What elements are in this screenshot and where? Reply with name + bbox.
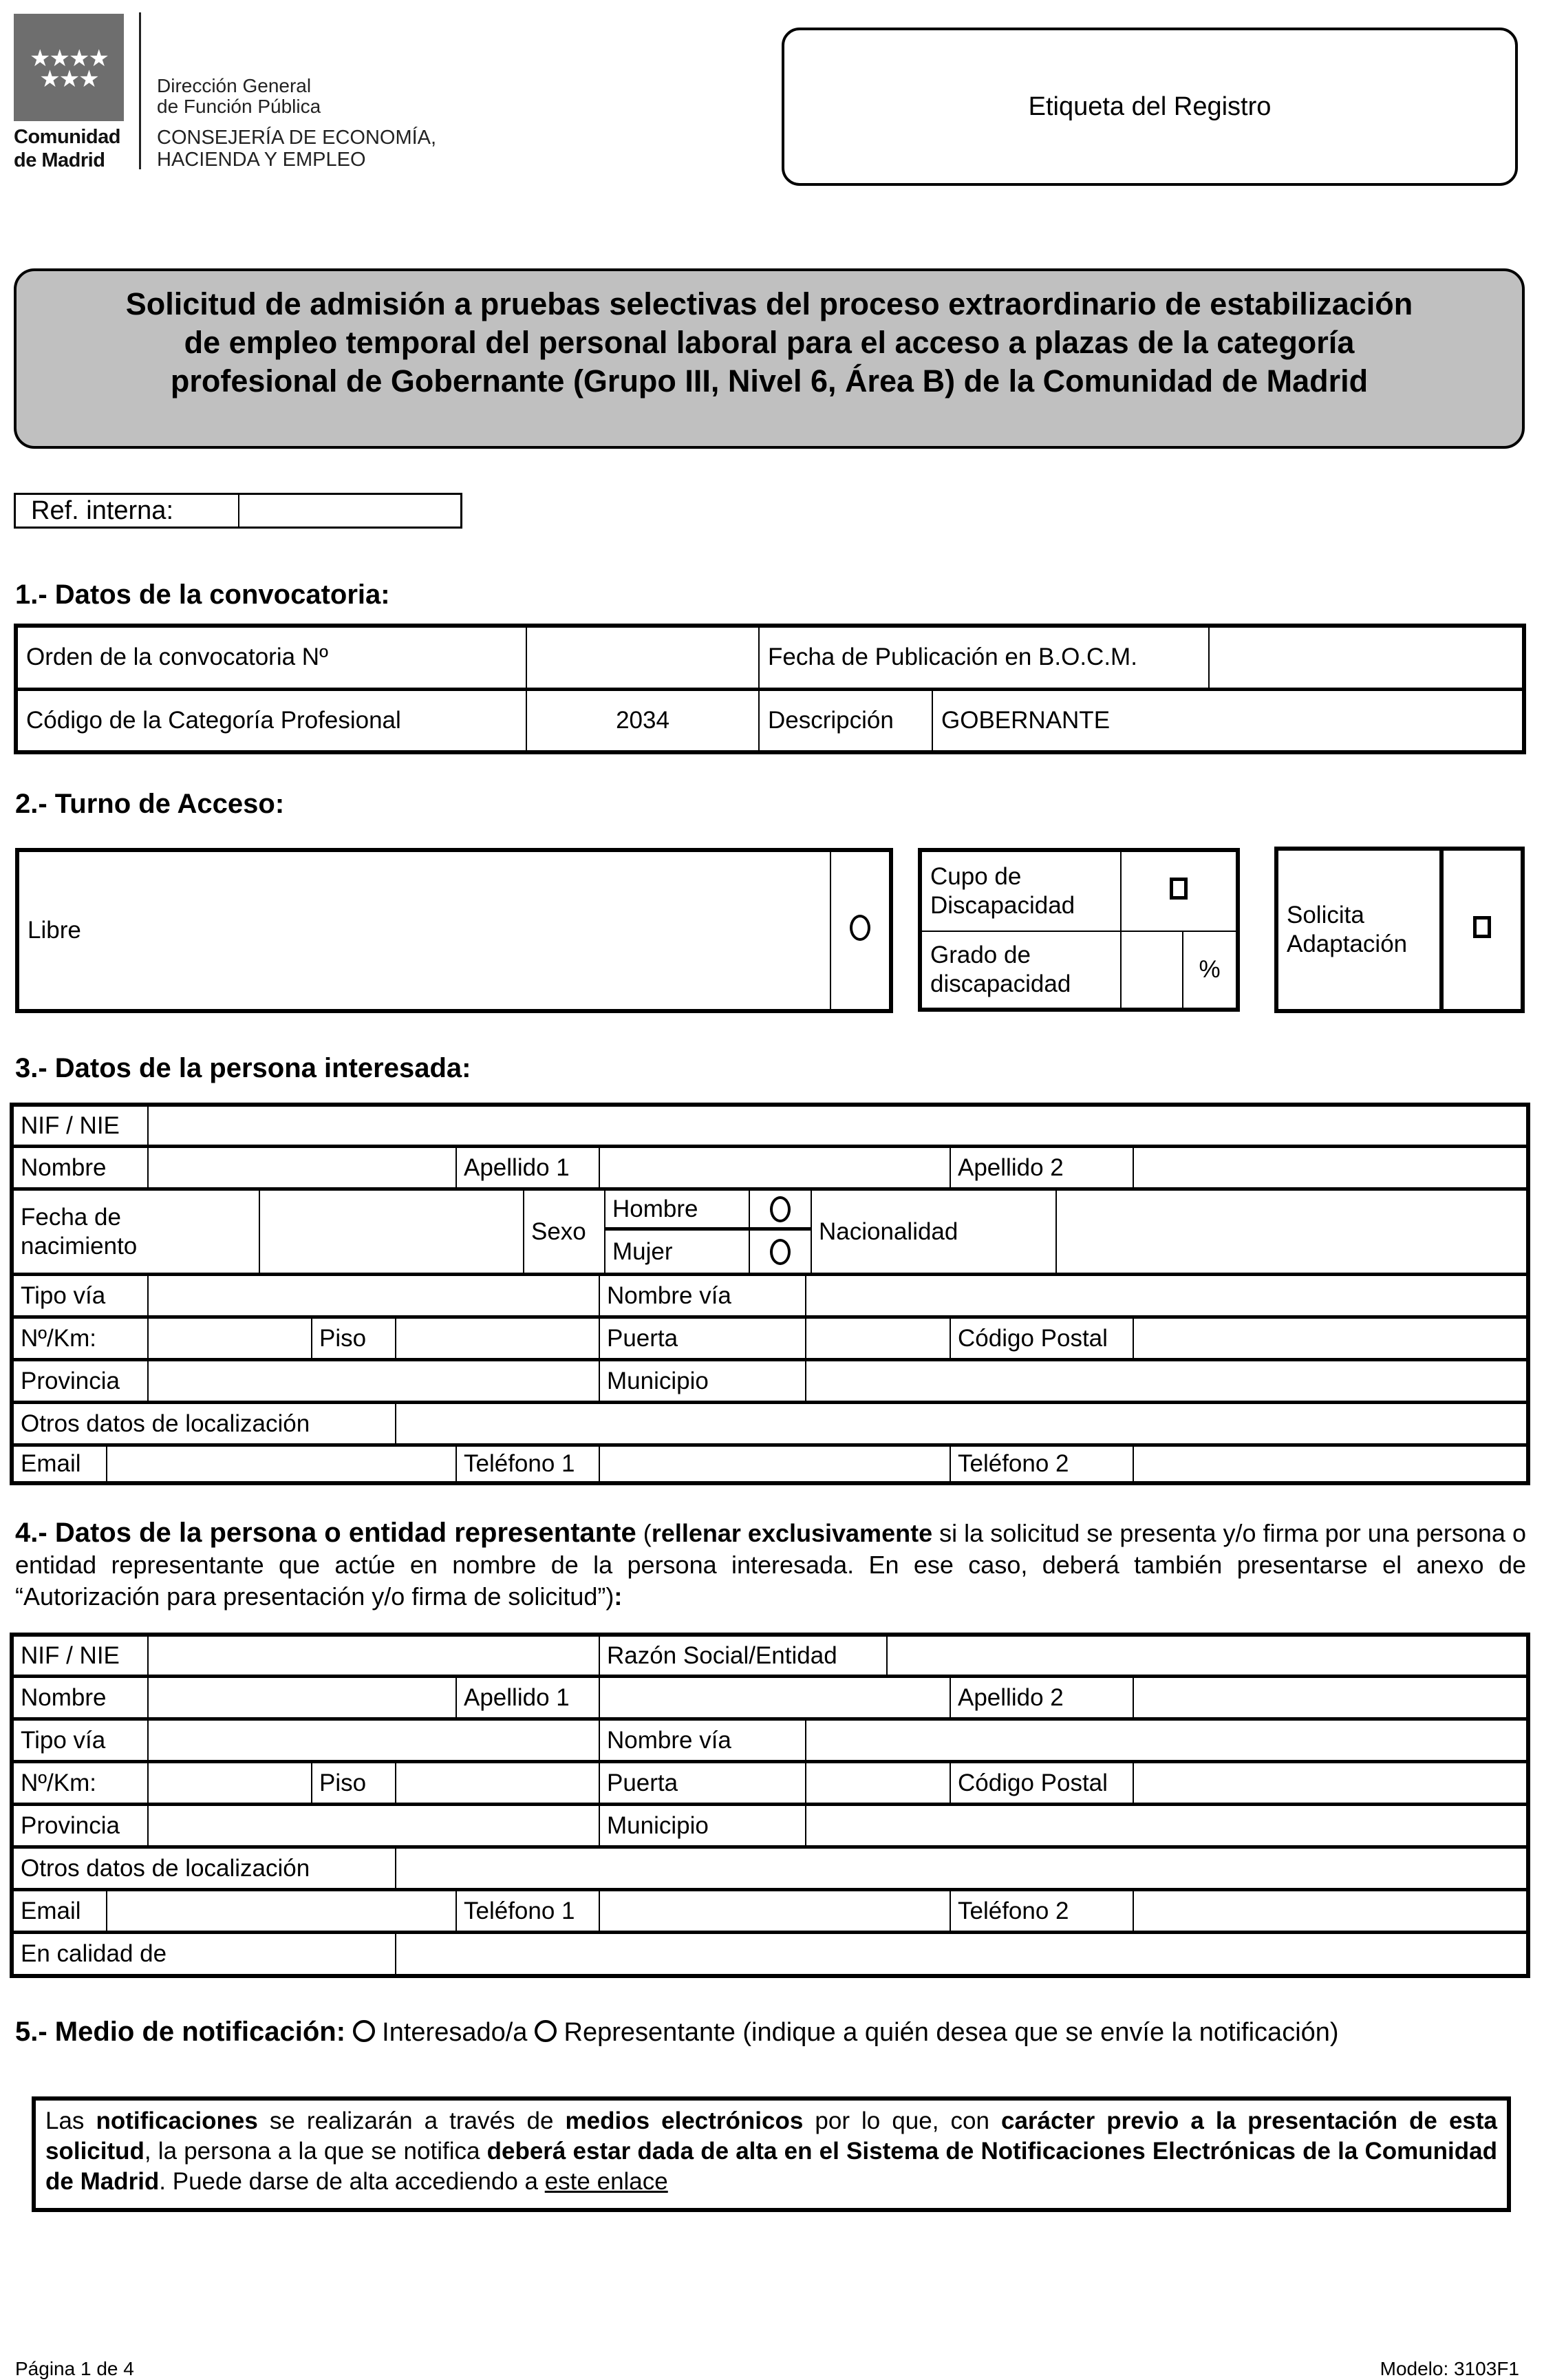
interesada-table xyxy=(10,1103,1530,1485)
provincia-field[interactable] xyxy=(147,1361,599,1401)
nombre-label: Nombre xyxy=(21,1154,107,1181)
razon-social-label: Razón Social/Entidad xyxy=(599,1637,886,1675)
registro-label-box xyxy=(782,28,1518,186)
rep-tel1-label: Teléfono 1 xyxy=(455,1891,599,1931)
section4-heading: 4.- Datos de la persona o entidad representante (rellenar exclusivamente si la solicitud se presenta y/o firma por una persona o entidad representante que actúe en nombre de la persona interesada. En ese caso, deberá también presentarse el anexo de “Autorización para presentación y/o firma de solicitud”): xyxy=(15,1518,1527,1611)
codigo-label: Código de la Categoría Profesional xyxy=(16,689,526,752)
rep-provincia-label: Provincia xyxy=(21,1811,120,1839)
cp-label: Código Postal xyxy=(950,1319,1133,1358)
section5 xyxy=(15,2017,1339,2048)
hombre-label: Hombre xyxy=(604,1191,749,1231)
rep-nombre-label: Nombre xyxy=(21,1683,107,1711)
tipo-via-label: Tipo vía xyxy=(21,1282,106,1309)
representante-table xyxy=(10,1633,1530,1978)
municipio-field[interactable] xyxy=(805,1361,1526,1401)
alta-link[interactable]: este enlace xyxy=(544,2168,668,2195)
apellido1-field[interactable] xyxy=(599,1148,950,1187)
fecha-field[interactable] xyxy=(259,1191,523,1273)
section5-note: (indique a quién desea que se envíe la notificación) xyxy=(742,2018,1339,2047)
rep-tipo-via-label: Tipo vía xyxy=(21,1726,106,1754)
nombre-via-field[interactable] xyxy=(805,1276,1526,1315)
rep-apellido1-label: Apellido 1 xyxy=(455,1678,599,1717)
rep-piso-label: Piso xyxy=(311,1763,395,1803)
orden-field[interactable] xyxy=(526,626,759,689)
rep-municipio-field[interactable] xyxy=(805,1806,1526,1845)
radio-icon xyxy=(770,1196,791,1222)
nif-field[interactable] xyxy=(147,1107,1526,1145)
ref-interna-field[interactable] xyxy=(239,495,460,527)
fecha-label: Fecha de nacimiento xyxy=(21,1203,138,1260)
nacionalidad-field[interactable] xyxy=(1055,1191,1526,1273)
rep-cp-label: Código Postal xyxy=(950,1763,1133,1803)
descripcion-label: Descripción xyxy=(759,689,932,752)
representante-radio-option[interactable]: Representante xyxy=(535,2018,736,2047)
rep-nif-label: NIF / NIE xyxy=(21,1641,120,1669)
row-nombre xyxy=(14,1678,1526,1721)
adaptacion-checkbox[interactable] xyxy=(1441,849,1523,1011)
row-otros xyxy=(14,1849,1526,1891)
interesado-radio-option[interactable]: Interesado/a xyxy=(353,2018,528,2047)
rep-piso-field[interactable] xyxy=(395,1763,599,1803)
row-numero xyxy=(14,1319,1526,1361)
rep-nombre-field[interactable] xyxy=(147,1678,455,1717)
piso-label: Piso xyxy=(311,1319,395,1358)
nombre-via-label: Nombre vía xyxy=(599,1276,805,1315)
rep-num-km-label: Nº/Km: xyxy=(21,1769,97,1796)
section2-heading: 2.- Turno de Acceso: xyxy=(15,789,285,819)
adaptacion-table xyxy=(1274,847,1525,1013)
checkbox-icon xyxy=(1473,916,1491,938)
notificaciones-notice: Las notificaciones se realizarán a través de medios electrónicos por lo que, con carácter previo a la presentación de esta solicitud, la persona a la que se notifica deberá estar dada de alta en el Sistema de Notificaciones Electrónicas de la Comunidad de Madrid. Puede darse de alta accediendo a este enlace xyxy=(32,2096,1511,2212)
rep-apellido2-label: Apellido 2 xyxy=(950,1678,1133,1717)
apellido2-field[interactable] xyxy=(1133,1148,1526,1187)
email-field[interactable] xyxy=(106,1447,455,1481)
row-via xyxy=(14,1276,1526,1319)
num-km-field[interactable] xyxy=(147,1319,311,1358)
cp-field[interactable] xyxy=(1133,1319,1526,1358)
provincia-label: Provincia xyxy=(21,1367,120,1394)
libre-label: Libre xyxy=(17,850,830,1011)
row-provincia xyxy=(14,1806,1526,1849)
row-nombre xyxy=(14,1148,1526,1191)
row-contacto xyxy=(14,1891,1526,1934)
puerta-label: Puerta xyxy=(599,1319,805,1358)
rep-email-label: Email xyxy=(21,1897,81,1924)
rep-otros-label: Otros datos de localización xyxy=(21,1854,310,1882)
radio-icon xyxy=(535,2020,557,2042)
row-provincia xyxy=(14,1361,1526,1404)
nombre-field[interactable] xyxy=(147,1148,455,1187)
rep-nif-field[interactable] xyxy=(147,1637,599,1675)
radio-icon xyxy=(850,915,870,941)
row-calidad xyxy=(14,1934,1526,1974)
num-km-label: Nº/Km: xyxy=(21,1324,97,1352)
page-number: Página 1 de 4 xyxy=(15,2358,134,2379)
tel2-field[interactable] xyxy=(1133,1447,1526,1481)
row-nif xyxy=(14,1107,1526,1148)
rep-provincia-field[interactable] xyxy=(147,1806,599,1845)
consejeria: CONSEJERÍA DE ECONOMÍA, HACIENDA Y EMPLEO xyxy=(157,127,437,171)
libre-radio[interactable] xyxy=(830,850,891,1011)
row-nif xyxy=(14,1637,1526,1678)
codigo-value: 2034 xyxy=(526,689,759,752)
tel1-label: Teléfono 1 xyxy=(455,1447,599,1481)
rep-nombre-via-label: Nombre vía xyxy=(599,1721,805,1760)
grado-label: Grado de discapacidad xyxy=(920,931,1121,1010)
logo-wordmark: Comunidad de Madrid xyxy=(14,126,120,171)
rep-tipo-via-field[interactable] xyxy=(147,1721,599,1760)
cupo-label: Cupo de Discapacidad xyxy=(920,850,1121,931)
section5-heading: 5.- Medio de notificación: xyxy=(15,2017,346,2047)
piso-field[interactable] xyxy=(395,1319,599,1358)
ref-interna xyxy=(14,493,462,529)
otros-field[interactable] xyxy=(395,1404,1526,1443)
descripcion-value: GOBERNANTE xyxy=(932,689,1524,752)
nif-label: NIF / NIE xyxy=(21,1112,120,1139)
rep-municipio-label: Municipio xyxy=(599,1806,805,1845)
comunidad-madrid-logo xyxy=(14,14,124,121)
apellido1-label: Apellido 1 xyxy=(455,1148,599,1187)
rep-email-field[interactable] xyxy=(106,1891,455,1931)
modelo-code: Modelo: 3103F1 xyxy=(1380,2358,1519,2379)
rep-otros-field[interactable] xyxy=(395,1849,1526,1888)
ref-interna-label: Ref. interna: xyxy=(16,495,239,527)
fecha-field[interactable] xyxy=(1209,626,1524,689)
mujer-label: Mujer xyxy=(604,1231,749,1273)
section1-heading: 1.- Datos de la convocatoria: xyxy=(15,580,390,610)
hombre-radio[interactable] xyxy=(749,1191,811,1231)
rep-nombre-via-field[interactable] xyxy=(805,1721,1526,1760)
rep-apellido1-field[interactable] xyxy=(599,1678,950,1717)
turno-libre-table xyxy=(15,848,893,1013)
radio-icon xyxy=(770,1239,791,1265)
tipo-via-field[interactable] xyxy=(147,1276,599,1315)
email-label: Email xyxy=(21,1450,81,1477)
grado-field[interactable] xyxy=(1121,931,1183,1010)
adaptacion-label: Solicita Adaptación xyxy=(1276,849,1441,1011)
form-title: Solicitud de admisión a pruebas selectivas del proceso extraordinario de estabilización de empleo temporal del personal laboral para el acceso a plazas de la categoría profesional de Gobernante (Grupo III, Nivel 6, Área B) de la Comunidad de Madrid xyxy=(14,268,1525,449)
rep-apellido2-field[interactable] xyxy=(1133,1678,1526,1717)
calidad-field[interactable] xyxy=(395,1934,1526,1974)
row-nacimiento xyxy=(14,1191,1526,1276)
rep-tel2-field[interactable] xyxy=(1133,1891,1526,1931)
nacionalidad-label: Nacionalidad xyxy=(811,1191,1055,1273)
tel2-label: Teléfono 2 xyxy=(950,1447,1133,1481)
apellido2-label: Apellido 2 xyxy=(950,1148,1133,1187)
puerta-field[interactable] xyxy=(805,1319,950,1358)
otros-label: Otros datos de localización xyxy=(21,1410,310,1437)
rep-num-km-field[interactable] xyxy=(147,1763,311,1803)
rep-puerta-label: Puerta xyxy=(599,1763,805,1803)
mujer-radio[interactable] xyxy=(749,1231,811,1273)
row-contacto xyxy=(14,1447,1526,1481)
rep-tel1-field[interactable] xyxy=(599,1891,950,1931)
row-numero xyxy=(14,1763,1526,1806)
row-otros xyxy=(14,1404,1526,1447)
sexo-label: Sexo xyxy=(523,1191,604,1273)
logo-divider xyxy=(139,12,141,169)
orden-label: Orden de la convocatoria Nº xyxy=(16,626,526,689)
tel1-field[interactable] xyxy=(599,1447,950,1481)
razon-social-field[interactable] xyxy=(886,1637,1526,1675)
registro-label: Etiqueta del Registro xyxy=(1028,92,1272,121)
section3-heading: 3.- Datos de la persona interesada: xyxy=(15,1053,471,1083)
cupo-checkbox[interactable] xyxy=(1121,850,1238,931)
municipio-label: Municipio xyxy=(599,1361,805,1401)
radio-icon xyxy=(353,2020,375,2042)
row-via xyxy=(14,1721,1526,1763)
percent-label: % xyxy=(1183,931,1238,1010)
calidad-label: En calidad de xyxy=(21,1940,167,1967)
rep-puerta-field[interactable] xyxy=(805,1763,950,1803)
rep-tel2-label: Teléfono 2 xyxy=(950,1891,1133,1931)
rep-cp-field[interactable] xyxy=(1133,1763,1526,1803)
fecha-label: Fecha de Publicación en B.O.C.M. xyxy=(759,626,1209,689)
convocatoria-table xyxy=(14,624,1526,754)
direccion-general: Dirección General de Función Pública xyxy=(157,75,321,117)
checkbox-icon xyxy=(1170,878,1188,900)
discapacidad-table xyxy=(918,848,1240,1012)
stars-icon: ★★★★ ★★★ xyxy=(30,45,108,92)
